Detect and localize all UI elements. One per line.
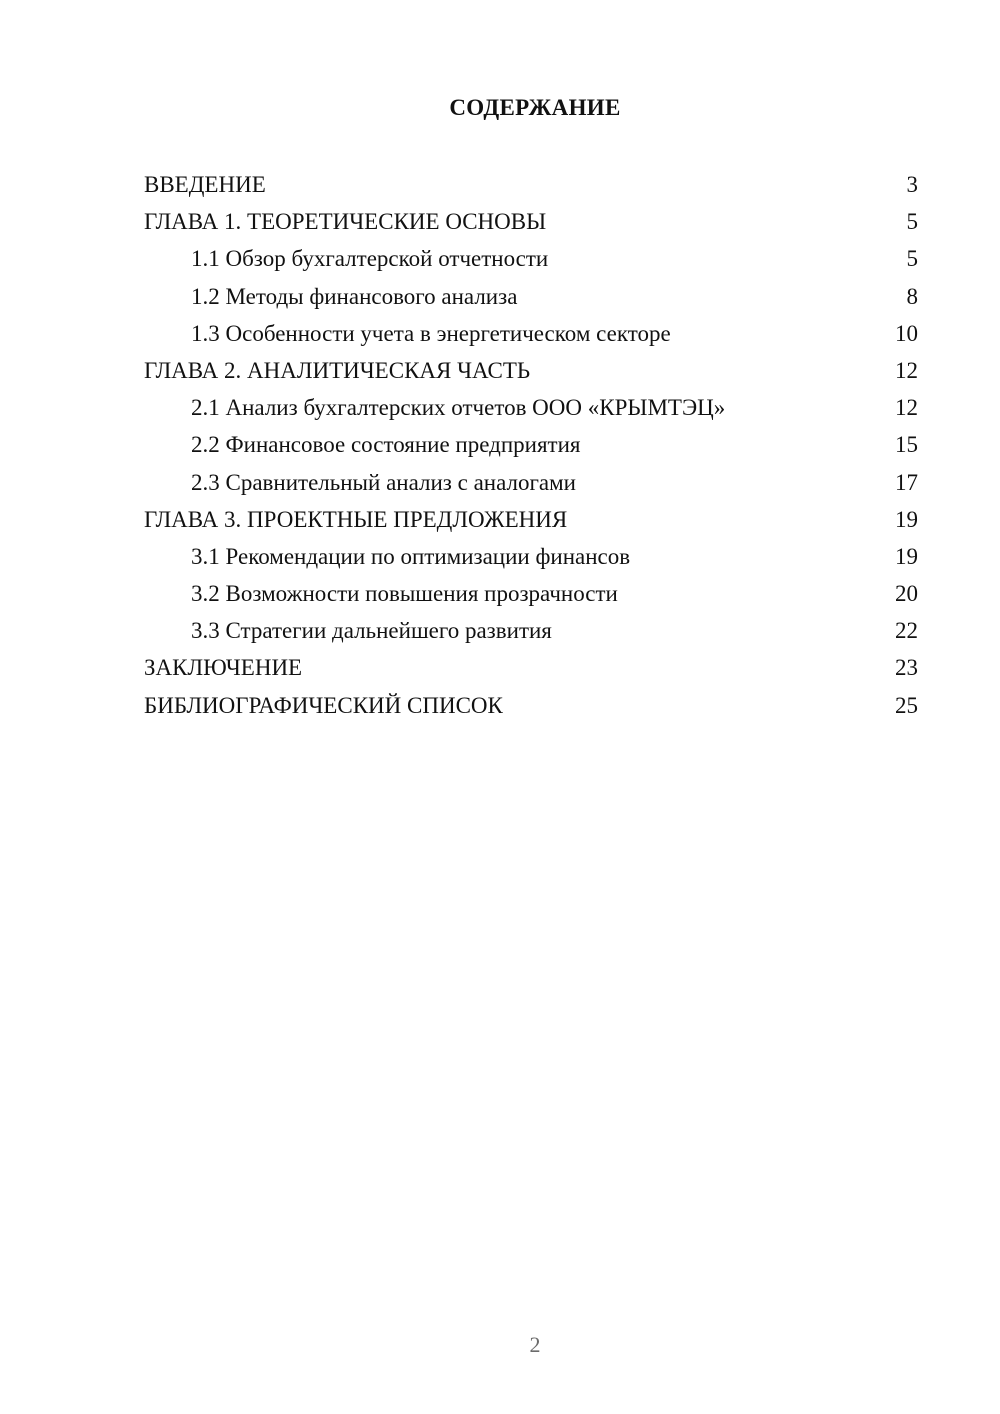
toc-entry bbox=[144, 240, 918, 277]
toc-entry-label: 2.2 Финансовое состояние предприятия bbox=[191, 432, 581, 458]
toc-entry bbox=[144, 426, 918, 463]
toc-entry-label: 1.3 Особенности учета в энергетическом секторе bbox=[191, 320, 671, 346]
toc-entry-label: 3.1 Рекомендации по оптимизации финансов bbox=[191, 543, 631, 569]
toc-entry-page-number: 17 bbox=[895, 469, 918, 495]
toc-entry bbox=[144, 389, 918, 426]
toc-entry bbox=[144, 501, 918, 538]
toc-entry-page-number: 22 bbox=[895, 618, 918, 644]
toc-entry-page-number: 12 bbox=[895, 357, 918, 383]
toc-entry bbox=[144, 538, 918, 575]
toc-entry bbox=[144, 687, 918, 724]
toc-entry-label: 2.3 Сравнительный анализ с аналогами bbox=[191, 469, 576, 495]
toc-entry-label: ГЛАВА 3. ПРОЕКТНЫЕ ПРЕДЛОЖЕНИЯ bbox=[144, 506, 568, 532]
toc-entry-label: 1.1 Обзор бухгалтерской отчетности bbox=[191, 246, 549, 272]
toc-entry-page-number: 20 bbox=[895, 581, 918, 607]
toc-entry-label: 1.2 Методы финансового анализа bbox=[191, 283, 518, 309]
toc-entry-label: ГЛАВА 1. ТЕОРЕТИЧЕСКИЕ ОСНОВЫ bbox=[144, 209, 547, 235]
toc-entry-label: 3.2 Возможности повышения прозрачности bbox=[191, 581, 618, 607]
page-number: 2 bbox=[529, 1332, 541, 1357]
toc-list bbox=[144, 166, 918, 724]
toc-entry-page-number: 19 bbox=[895, 506, 918, 532]
toc-entry-label: БИБЛИОГРАФИЧЕСКИЙ СПИСОК bbox=[144, 692, 503, 718]
toc-entry-label: ЗАКЛЮЧЕНИЕ bbox=[144, 655, 303, 681]
toc-entry-page-number: 15 bbox=[895, 432, 918, 458]
toc-entry bbox=[144, 612, 918, 649]
toc-entry-label: ВВЕДЕНИЕ bbox=[144, 172, 266, 197]
toc-entry-page-number: 3 bbox=[906, 172, 918, 197]
toc-title: СОДЕРЖАНИЕ bbox=[449, 95, 621, 120]
toc-entry bbox=[144, 166, 918, 203]
toc-entry bbox=[144, 315, 918, 352]
toc-entry-page-number: 5 bbox=[906, 246, 918, 272]
toc-entry-page-number: 19 bbox=[895, 543, 918, 569]
toc-entry-label: ГЛАВА 2. АНАЛИТИЧЕСКАЯ ЧАСТЬ bbox=[144, 357, 531, 383]
toc-entry-page-number: 23 bbox=[895, 655, 918, 681]
toc-entry bbox=[144, 278, 918, 315]
toc-entry bbox=[144, 352, 918, 389]
toc-entry-page-number: 10 bbox=[895, 320, 918, 346]
toc-entry bbox=[144, 575, 918, 612]
toc-entry bbox=[144, 464, 918, 501]
toc-entry-page-number: 12 bbox=[895, 395, 918, 421]
toc-entry bbox=[144, 203, 918, 240]
toc-entry-label: 2.1 Анализ бухгалтерских отчетов ООО «КРЫМТЭЦ» bbox=[191, 395, 726, 421]
toc-entry-page-number: 8 bbox=[906, 283, 918, 309]
toc-entry-page-number: 5 bbox=[906, 209, 918, 235]
toc-entry-label: 3.3 Стратегии дальнейшего развития bbox=[191, 618, 552, 644]
toc-entry bbox=[144, 649, 918, 686]
toc-entry-page-number: 25 bbox=[895, 692, 918, 718]
